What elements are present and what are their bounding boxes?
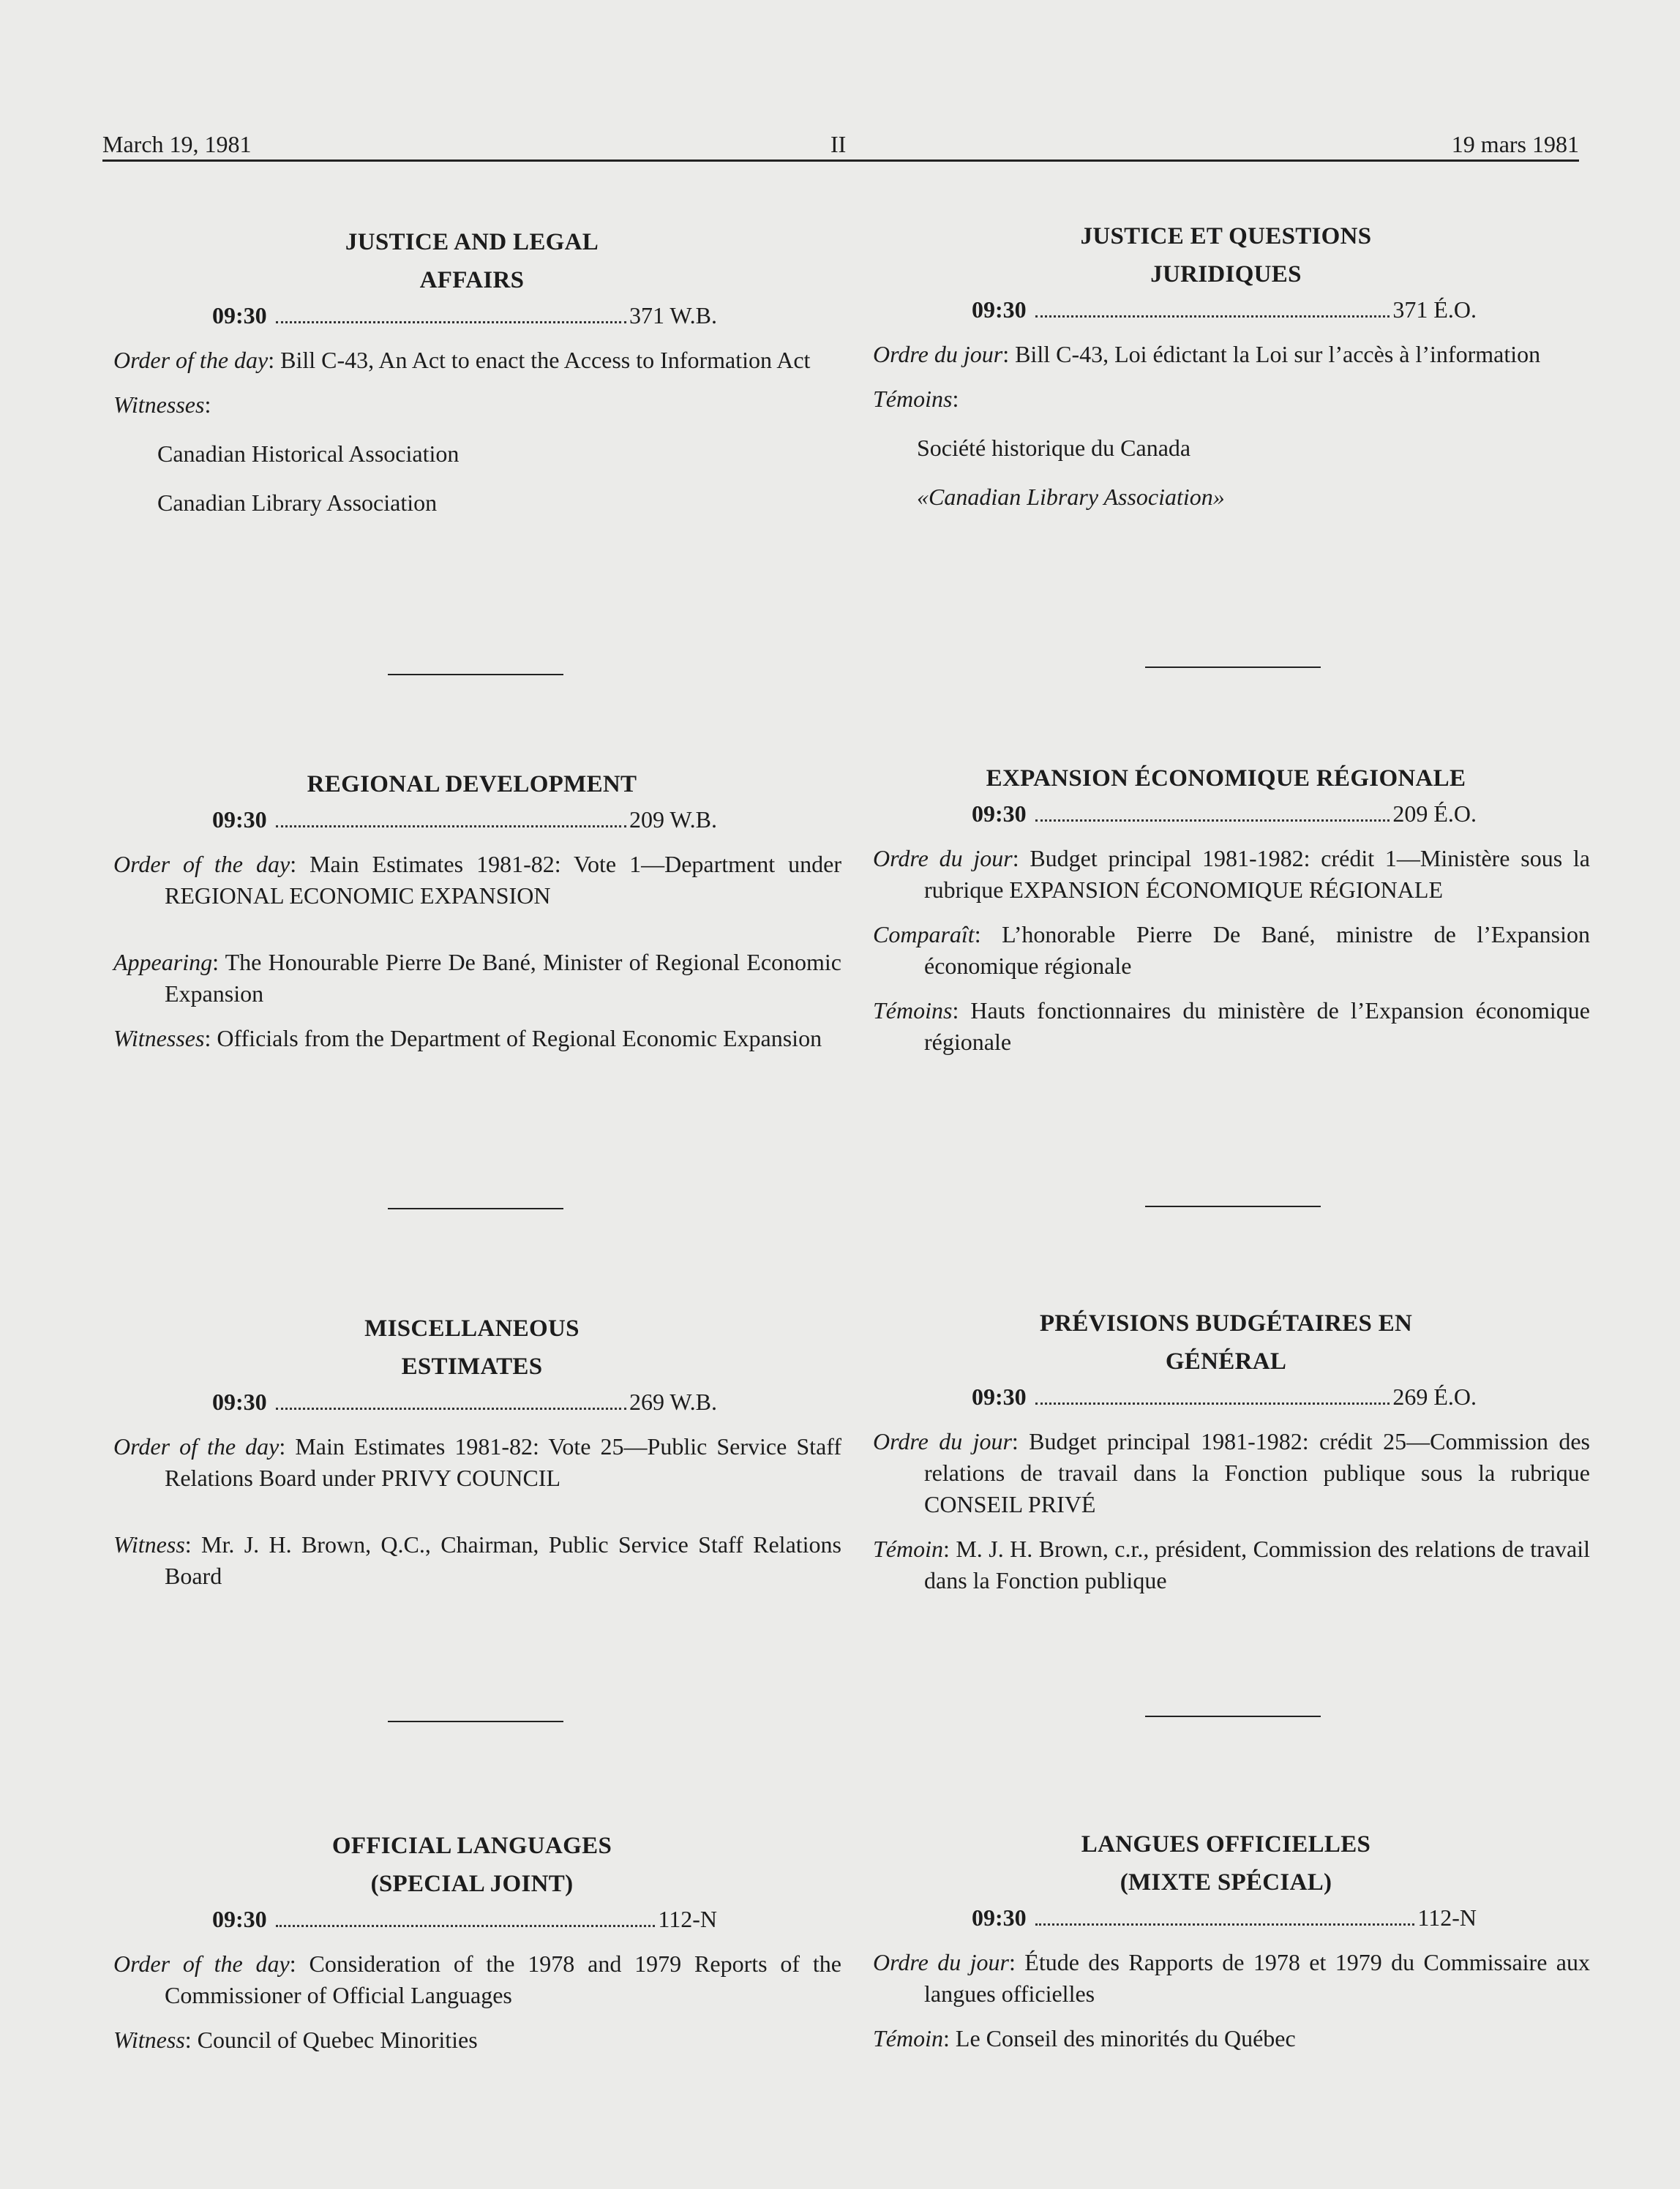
meeting-time: 09:30 — [212, 806, 267, 833]
section-title: OFFICIAL LANGUAGES — [331, 1833, 612, 1859]
meeting-time-room — [972, 1901, 1477, 1934]
witnesses — [862, 995, 1590, 1058]
appearing-text: : L’honorable Pierre De Bané, ministre de l’Expansion économique régionale — [924, 921, 1590, 979]
meeting-room: 371 W.B. — [629, 302, 717, 328]
order-text: : Budget principal 1981-1982: crédit 1—Ministère sous la rubrique EXPANSION ÉCONOMIQUE RÉGIONALE — [924, 845, 1591, 903]
order-text: : Consideration of the 1978 and 1979 Reports of the Commissioner of Official Languages — [165, 1950, 842, 2008]
witnesses-label: Witnesses — [113, 391, 205, 418]
section-title: JUSTICE ET QUESTIONS — [1080, 223, 1372, 249]
meeting-time-room — [972, 293, 1477, 326]
section-regional-en — [102, 765, 841, 1054]
meeting-time: 09:30 — [212, 302, 267, 328]
appearing — [102, 947, 841, 1010]
section-separator — [388, 1208, 563, 1209]
order-of-the-day — [102, 1948, 841, 2011]
section-title: PRÉVISIONS BUDGÉTAIRES EN — [1039, 1310, 1413, 1337]
witness — [102, 1529, 841, 1592]
section-title: LANGUES OFFICIELLES — [1081, 1831, 1371, 1858]
meeting-time-room — [212, 1386, 717, 1418]
order-text: : Main Estimates 1981-82: Vote 25—Public Service Staff Relations Board under PRIVY COUNCIL — [165, 1433, 842, 1491]
order-of-the-day — [102, 849, 841, 912]
header-date-french: 19 mars 1981 — [1451, 131, 1579, 157]
witness-label: Witness — [113, 2027, 185, 2053]
meeting-time: 09:30 — [972, 296, 1027, 323]
section-title: GÉNÉRAL — [1165, 1348, 1287, 1375]
witnesses-heading — [102, 389, 841, 421]
witnesses-text: : Hauts fonctionnaires du ministère de l’Expansion économique régionale — [924, 997, 1590, 1055]
meeting-room: 371 É.O. — [1392, 296, 1477, 323]
order-of-the-day — [862, 843, 1590, 906]
witness — [862, 2023, 1590, 2054]
witness-label: Témoin — [873, 1536, 943, 1562]
section-justice-fr — [862, 217, 1590, 513]
colon: : — [204, 391, 211, 418]
section-justice-en — [102, 223, 841, 519]
witnesses-label: Témoins — [873, 386, 953, 412]
meeting-time-room — [212, 803, 717, 836]
witnesses-label: Témoins — [873, 997, 953, 1024]
witness-label: Témoin — [873, 2025, 943, 2051]
witness — [862, 1533, 1590, 1596]
order-of-the-day — [862, 1426, 1590, 1520]
order-of-the-day — [102, 345, 841, 376]
header-page-number: II — [830, 131, 847, 157]
witnesses-label: Witnesses — [113, 1025, 205, 1051]
section-title: (SPECIAL JOINT) — [370, 1871, 574, 1897]
witness-text: : Le Conseil des minorités du Québec — [943, 2025, 1296, 2051]
witness-text: : Council of Quebec Minorities — [184, 2027, 478, 2053]
appearing-label: Comparaît — [873, 921, 975, 947]
section-title: MISCELLANEOUS — [364, 1315, 580, 1342]
dot-leader — [1035, 819, 1390, 822]
meeting-room: 269 É.O. — [1392, 1383, 1477, 1410]
section-title: (MIXTE SPÉCIAL) — [1120, 1869, 1332, 1896]
witnesses-heading — [862, 383, 1590, 415]
dot-leader — [1035, 315, 1390, 318]
header-rule — [102, 159, 1579, 162]
page-header — [102, 124, 1579, 162]
dot-leader — [276, 1925, 656, 1927]
dot-leader — [1035, 1923, 1415, 1926]
witness-item: Société historique du Canada — [917, 435, 1191, 461]
dot-leader — [276, 321, 626, 323]
order-label: Order of the day — [113, 851, 290, 877]
meeting-time: 09:30 — [972, 1904, 1027, 1931]
order-label: Ordre du jour — [873, 845, 1013, 871]
order-text: : Bill C-43, An Act to enact the Access to Information Act — [268, 347, 811, 373]
order-label: Order of the day — [113, 1950, 290, 1977]
order-of-the-day — [862, 1947, 1590, 2010]
section-title: EXPANSION ÉCONOMIQUE RÉGIONALE — [986, 765, 1466, 792]
order-of-the-day — [862, 339, 1590, 370]
meeting-time: 09:30 — [212, 1389, 267, 1415]
order-text: : Bill C-43, Loi édictant la Loi sur l’accès à l’information — [1002, 341, 1541, 367]
meeting-time: 09:30 — [212, 1906, 267, 1932]
section-separator — [1145, 1716, 1321, 1717]
meeting-room: 209 É.O. — [1392, 800, 1477, 827]
appearing-label: Appearing — [113, 949, 213, 975]
meeting-time: 09:30 — [972, 1383, 1027, 1410]
meeting-time-room — [972, 797, 1477, 830]
section-misc-fr — [862, 1304, 1590, 1596]
section-languages-fr — [862, 1825, 1590, 2054]
witness-item: Canadian Historical Association — [157, 440, 460, 467]
order-label: Ordre du jour — [873, 1949, 1009, 1975]
dot-leader — [1035, 1403, 1390, 1405]
order-label: Order of the day — [113, 347, 269, 373]
meeting-time-room — [972, 1381, 1477, 1413]
meeting-room: 112-N — [1417, 1904, 1477, 1931]
order-label: Ordre du jour — [873, 1428, 1012, 1454]
order-of-the-day — [102, 1431, 841, 1494]
dot-leader — [276, 825, 626, 827]
order-text: : Main Estimates 1981-82: Vote 1—Department under REGIONAL ECONOMIC EXPANSION — [165, 851, 842, 909]
meeting-room: 209 W.B. — [629, 806, 717, 833]
dot-leader — [276, 1408, 626, 1410]
order-label: Ordre du jour — [873, 341, 1003, 367]
order-text: : Budget principal 1981-1982: crédit 25—Commission des relations de travail dans la Fonction publique sous la rubrique CONSEIL PRIVÉ — [924, 1428, 1591, 1517]
witness-text: : M. J. H. Brown, c.r., président, Commission des relations de travail dans la Fonction publique — [924, 1536, 1590, 1593]
witness — [102, 2024, 841, 2056]
witness-label: Witness — [113, 1531, 185, 1558]
section-languages-en — [102, 1827, 841, 2056]
witnesses-text: : Officials from the Department of Regional Economic Expansion — [204, 1025, 822, 1051]
witness-text: : Mr. J. H. Brown, Q.C., Chairman, Public Service Staff Relations Board — [165, 1531, 841, 1589]
section-regional-fr — [862, 759, 1590, 1058]
order-text: : Étude des Rapports de 1978 et 1979 du Commissaire aux langues officielles — [924, 1949, 1591, 2007]
appearing-text: : The Honourable Pierre De Bané, Minister of Regional Economic Expansion — [165, 949, 841, 1007]
section-title: JUSTICE AND LEGAL — [345, 229, 599, 255]
section-separator — [1145, 1206, 1321, 1207]
witness-item: Canadian Library Association — [157, 489, 438, 516]
witnesses — [102, 1023, 841, 1054]
section-separator — [1145, 667, 1321, 668]
meeting-room: 112-N — [658, 1906, 717, 1932]
section-title: AFFAIRS — [419, 267, 525, 293]
witness-item: «Canadian Library Association» — [917, 484, 1225, 510]
meeting-time-room — [212, 299, 717, 331]
colon: : — [952, 386, 959, 412]
header-date-english: March 19, 1981 — [102, 131, 252, 157]
section-title: ESTIMATES — [401, 1353, 543, 1380]
meeting-time: 09:30 — [972, 800, 1027, 827]
section-separator — [388, 1721, 563, 1722]
section-title: REGIONAL DEVELOPMENT — [307, 771, 637, 797]
section-separator — [388, 674, 563, 675]
order-label: Order of the day — [113, 1433, 280, 1460]
section-title: JURIDIQUES — [1150, 261, 1302, 288]
meeting-room: 269 W.B. — [629, 1389, 717, 1415]
appearing — [862, 919, 1590, 982]
meeting-time-room — [212, 1903, 717, 1935]
section-misc-en — [102, 1310, 841, 1592]
